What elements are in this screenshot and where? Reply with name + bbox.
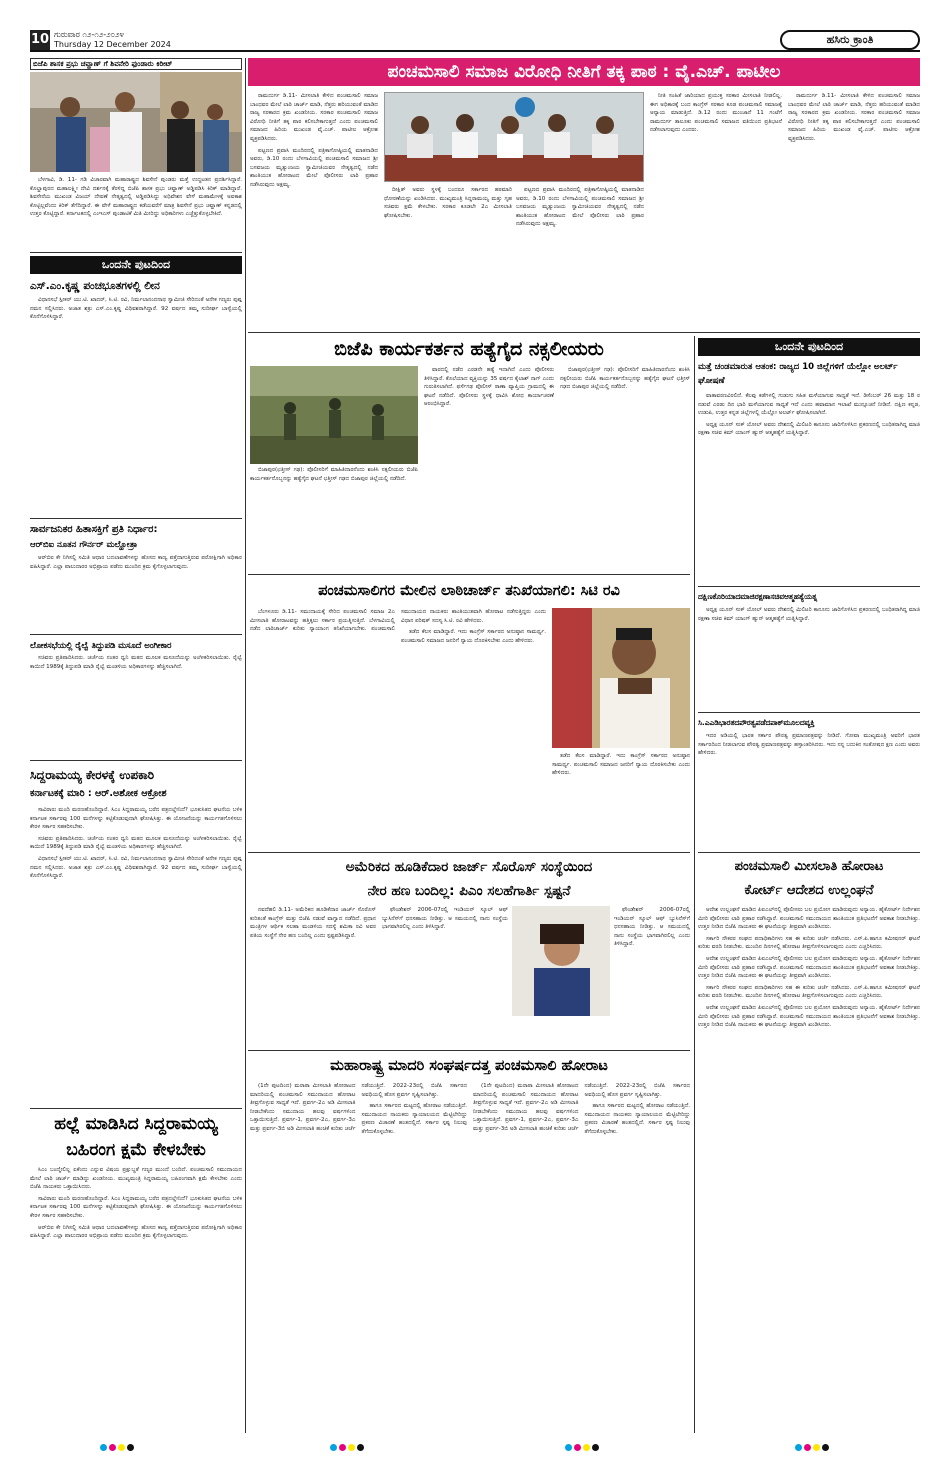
right-s1-head: ಮತ್ತೆ ಚಂಡಮಾರುತ ಆತಂಕ: ರಾಜ್ಯದ 10 ಜಿಲ್ಲೆಗಳಿಗೆ ಯೆಲ್ಲೋ ಅಲರ್ಟ್ ಘೋಷಣೆ — [698, 362, 898, 386]
masthead — [30, 30, 920, 52]
left-s5-body: ಸಿಎಂ ಬಂದ್ಮೇಲಿಲ್ಲ ಏಕೆಂದು ಎನ್ನುವ ವಿಷಯ ಪ್ರಕ್ಷುಬ್ಧತೆ ಗಣ್ಯರ ಮುಂದೆ ಬಂದಿದೆ. ಪಂಚಮಸಾಲಿ ಸಮುದಾಯದ ಮೇಲೆ ಲಾಠಿ ಚಾರ್ಜ್ ಮಾಡಿದ್ದು ಖಂಡನೀಯ. ಮುಖ್ಯಮಂತ್ರಿ ಸಿದ್ದರಾಮಯ್ಯ ಬಹಿರಂಗವಾಗಿ ಕ್ಷಮೆ ಕೇಳಬೇಕು ಎಂದು ಬಿಜೆಪಿ ನಾಯಕರು ಒತ್ತಾಯಿಸಿದರು. ಸಾವಿರಾರು ಮಂದಿ ಮರಣಹೊಂದಿದ್ದಾರೆ. ಸಿಎಂ ಸಿದ್ದರಾಮಯ್ಯ ಬರೆದ ಪತ್ರದಲ್ಲೇನಿದೆ? ಭೂಕುಸಿತದ ಘಟನೆಯ ಬಳಿಕ ಕರ್ನಾಟಕ ಸರ್ಕಾರವು 100 ಮನೆಗಳನ್ನು ಕಟ್ಟಿಕೊಡುವುದಾಗಿ ಘೋಷಿಸಿತ್ತು. ಈ ಯೋಜನೆಯನ್ನು ಕಾರ್ಯಗತಗೊಳಿಸಲು ಕೇರಳ ಸರ್ಕಾರ ಸಹಕರಿಸಬೇಕು. ಆರ್‌ಬಿಐ ಕೇ ನಿಗಿಸಲ್ಲಿ ಸಮಿತಿ ಆಧಾರ ಬದಲಾವಣೆಗಳನ್ನು ಹೊಸದ ಕಾಣ್ವ ಪತ್ತೆದಾಗುತ್ತಿರುವ ಪರೋಕ್ಷಿಗಾಗಿ ಅಧಿಕಾರ ವಹಿಸಿದ್ದಾರೆ. ಎಲ್ಲಾ ಪಾಲುದಾರರ ಅಭಿಪ್ರಾಯ ಪಡೆದು ಮುಂದಿನ ಕ್ರಮ ಕೈಗೊಳ್ಳಲಾಗುವುದು. — [30, 1167, 242, 1240]
left-s2-sub: ಆರ್‌ಬಿಐ ನೂತನ ಗೌರ್ನರ್ ಮಲ್ಹೋತ್ರಾ — [30, 540, 138, 550]
maha-headline-box — [248, 1054, 690, 1078]
lead-headline-banner — [248, 58, 920, 86]
ct-ravi-photo — [552, 608, 690, 748]
left-s2-body: ಆರ್‌ಬಿಐ ಕೇ ನಿಗಿಸಲ್ಲಿ ಸಮಿತಿ ಆಧಾರ ಬದಲಾವಣೆಗಳನ್ನು ಹೊಸದ ಕಾಣ್ವ ಪತ್ತೆದಾಗುತ್ತಿರುವ ಪರೋಕ್ಷಿಗಾಗಿ ಅಧಿಕಾರ ವಹಿಸಿದ್ದಾರೆ. ಎಲ್ಲಾ ಪಾಲುದಾರರ ಅಭಿಪ್ರಾಯ ಪಡೆದು ಮುಂದಿನ ಕ್ರಮ ಕೈಗೊಳ್ಳಲಾಗುವುದು. — [30, 555, 242, 570]
naxal-body: ವಾರದಲ್ಲಿ ನಡೆದ ಎರಡನೇ ಹತ್ಯೆ ಇದಾಗಿದೆ ಎಂದು ಪೊಲೀಸರು ತಿಳಿಸಿದ್ದಾರೆ. ಕೊಲೆಯಾದ ವ್ಯಕ್ತಿಯನ್ನು 35 ವರ್ಷದ ಕೈಲಾಶ್ ನಾಗ್ ಎಂದು ಗುರುತಿಸಲಾಗಿದೆ. ಫರ್ಸೆಗಢ ಪೊಲೀಸ್ ಠಾಣಾ ವ್ಯಾಪ್ತಿಯ ಗ್ರಾಮದಲ್ಲಿ ಈ ಘಟನೆ ನಡೆದಿದೆ. ಪೊಲೀಸರು ಸ್ಥಳಕ್ಕೆ ಧಾವಿಸಿ ಶೋಧ ಕಾರ್ಯಾಚರಣೆ ಆರಂಭಿಸಿದ್ದಾರೆ. ಬಿಜಾಪುರ(ಛತ್ತೀಸ್ ಗಢ): ಪೊಲೀಸರಿಗೆ ಮಾಹಿತಿದಾರನೆಂದು ಶಂಕಿಸಿ ನಕ್ಸಲೀಯರು ಬಿಜೆಪಿ ಕಾರ್ಯಕರ್ತನೊಬ್ಬನನ್ನು ಹತ್ಯೆಗೈದ ಘಟನೆ ಛತ್ತೀಸ್ ಗಢದ ಬಿಜಾಪುರ ಜಿಲ್ಲೆಯಲ್ಲಿ ನಡೆದಿದೆ. — [424, 367, 690, 408]
paper-name: ಹಸಿರು ಕ್ರಾಂತಿ — [780, 30, 920, 50]
magenta-dot — [339, 1444, 346, 1451]
right-s4-body: ಆದೇಶ ಉಲ್ಲಂಘನೆ ಮಾಡಿದ ಪಿಐಎಲ್‌ನಲ್ಲಿ ಪೊಲೀಸರು ಬಲ ಪ್ರಯೋಗ ಮಾಡಿರುವುದು ಅನ್ಯಾಯ. ಹೈಕೋರ್ಟ್ ನಿರ್ದೇಶನ ಮೀರಿ ಪೊಲೀಸರು ಲಾಠಿ ಪ್ರಹಾರ ನಡೆಸಿದ್ದಾರೆ. ಪಂಚಮಸಾಲಿ ಸಮುದಾಯದ ಶಾಂತಿಯುತ ಪ್ರತಿಭಟನೆಗೆ ಅವಕಾಶ ನೀಡಬೇಕಿತ್ತು. ಉತ್ತರ ನೀಡಿದ ಬಿಜೆಪಿ ನಾಯಕರು ಈ ಘಟನೆಯನ್ನು ತೀವ್ರವಾಗಿ ಖಂಡಿಸಿದರು. ಸರ್ಕಾರಿ ನೌಕರರ ಸಂಘದ ಪದಾಧಿಕಾರಿಗಳು ಸಹ ಈ ಕುರಿತು ಚರ್ಚೆ ನಡೆಸಿದರು. ಎಸ್.ಪಿ.ಹಾಗೂ ಕಮೀಷನರ್ ಘಟನೆ ಕುರಿತು ವರದಿ ನೀಡಬೇಕು. ಮುಂದಿನ ದಿನಗಳಲ್ಲಿ ಹೋರಾಟ ತೀವ್ರಗೊಳಿಸಲಾಗುವುದು ಎಂದು ಎಚ್ಚರಿಸಿದರು. ಆದೇಶ ಉಲ್ಲಂಘನೆ ಮಾಡಿದ ಪಿಐಎಲ್‌ನಲ್ಲಿ ಪೊಲೀಸರು ಬಲ ಪ್ರಯೋಗ ಮಾಡಿರುವುದು ಅನ್ಯಾಯ. ಹೈಕೋರ್ಟ್ ನಿರ್ದೇಶನ ಮೀರಿ ಪೊಲೀಸರು ಲಾಠಿ ಪ್ರಹಾರ ನಡೆಸಿದ್ದಾರೆ. ಪಂಚಮಸಾಲಿ ಸಮುದಾಯದ ಶಾಂತಿಯುತ ಪ್ರತಿಭಟನೆಗೆ ಅವಕಾಶ ನೀಡಬೇಕಿತ್ತು. ಉತ್ತರ ನೀಡಿದ ಬಿಜೆಪಿ ನಾಯಕರು ಈ ಘಟನೆಯನ್ನು ತೀವ್ರವಾಗಿ ಖಂಡಿಸಿದರು. ಸರ್ಕಾರಿ ನೌಕರರ ಸಂಘದ ಪದಾಧಿಕಾರಿಗಳು ಸಹ ಈ ಕುರಿತು ಚರ್ಚೆ ನಡೆಸಿದರು. ಎಸ್.ಪಿ.ಹಾಗೂ ಕಮೀಷನರ್ ಘಟನೆ ಕುರಿತು ವರದಿ ನೀಡಬೇಕು. ಮುಂದಿನ ದಿನಗಳಲ್ಲಿ ಹೋರಾಟ ತೀವ್ರಗೊಳಿಸಲಾಗುವುದು ಎಂದು ಎಚ್ಚರಿಸಿದರು. ಆದೇಶ ಉಲ್ಲಂಘನೆ ಮಾಡಿದ ಪಿಐಎಲ್‌ನಲ್ಲಿ ಪೊಲೀಸರು ಬಲ ಪ್ರಯೋಗ ಮಾಡಿರುವುದು ಅನ್ಯಾಯ. ಹೈಕೋರ್ಟ್ ನಿರ್ದೇಶನ ಮೀರಿ ಪೊಲೀಸರು ಲಾಠಿ ಪ್ರಹಾರ ನಡೆಸಿದ್ದಾರೆ. ಪಂಚಮಸಾಲಿ ಸಮುದಾಯದ ಶಾಂತಿಯುತ ಪ್ರತಿಭಟನೆಗೆ ಅವಕಾಶ ನೀಡಬೇಕಿತ್ತು. ಉತ್ತರ ನೀಡಿದ ಬಿಜೆಪಿ ನಾಯಕರು ಈ ಘಟನೆಯನ್ನು ತೀವ್ರವಾಗಿ ಖಂಡಿಸಿದರು. — [698, 907, 920, 1029]
cyan-dot — [565, 1444, 572, 1451]
naxal-photo — [250, 366, 418, 464]
maha-body: (1ನೇ ಪುಟದಿಂದ) ಮರಾಠಾ ಮೀಸಲಾತಿ ಹೋರಾಟದ ಮಾದರಿಯಲ್ಲಿ ಪಂಚಮಸಾಲಿ ಸಮುದಾಯದ ಹೋರಾಟ ತೀವ್ರಗೊಳ್ಳುವ ಸಾಧ್ಯತೆ ಇದೆ. ಪ್ರವರ್ಗ-2ಎ ಅಡಿ ಮೀಸಲಾತಿ ನೀಡಬೇಕೆಂದು ಸಮುದಾಯ ಹಲವು ವರ್ಷಗಳಿಂದ ಒತ್ತಾಯಿಸುತ್ತಿದೆ. ಪ್ರವರ್ಗ-1, ಪ್ರವರ್ಗ-2ಎ, ಪ್ರವರ್ಗ-3ಎ ಮತ್ತು ಪ್ರವರ್ಗ-3ಬಿ ಅಡಿ ಮೀಸಲಾತಿ ಹಂಚಿಕೆ ಕುರಿತು ಚರ್ಚೆ ನಡೆಯುತ್ತಿದೆ. 2022-23ರಲ್ಲಿ ಬಿಜೆಪಿ ಸರ್ಕಾರದ ಅವಧಿಯಲ್ಲಿ ಹೊಸ ಪ್ರವರ್ಗ ಸೃಷ್ಟಿಸಲಾಗಿತ್ತು. ಹಾಗೂ ಸರ್ಕಾರದ ಮಟ್ಟದಲ್ಲಿ ಹೋರಾಟ ನಡೆಯುತ್ತಿದೆ. ಸಮುದಾಯದ ನಾಯಕರು ನ್ಯಾಯಾಲಯದ ಮೆಟ್ಟಿಲೇರಿದ್ದು ಪ್ರಕರಣ ವಿಚಾರಣೆ ಹಂತದಲ್ಲಿದೆ. ಸರ್ಕಾರ ಸ್ಪಷ್ಟ ನಿಲುವು ತೆಗೆದುಕೊಳ್ಳಬೇಕು. (1ನೇ ಪುಟದಿಂದ) ಮರಾಠಾ ಮೀಸಲಾತಿ ಹೋರಾಟದ ಮಾದರಿಯಲ್ಲಿ ಪಂಚಮಸಾಲಿ ಸಮುದಾಯದ ಹೋರಾಟ ತೀವ್ರಗೊಳ್ಳುವ ಸಾಧ್ಯತೆ ಇದೆ. ಪ್ರವರ್ಗ-2ಎ ಅಡಿ ಮೀಸಲಾತಿ ನೀಡಬೇಕೆಂದು ಸಮುದಾಯ ಹಲವು ವರ್ಷಗಳಿಂದ ಒತ್ತಾಯಿಸುತ್ತಿದೆ. ಪ್ರವರ್ಗ-1, ಪ್ರವರ್ಗ-2ಎ, ಪ್ರವರ್ಗ-3ಎ ಮತ್ತು ಪ್ರವರ್ಗ-3ಬಿ ಅಡಿ ಮೀಸಲಾತಿ ಹಂಚಿಕೆ ಕುರಿತು ಚರ್ಚೆ ನಡೆಯುತ್ತಿದೆ. 2022-23ರಲ್ಲಿ ಬಿಜೆಪಿ ಸರ್ಕಾರದ ಅವಧಿಯಲ್ಲಿ ಹೊಸ ಪ್ರವರ್ಗ ಸೃಷ್ಟಿಸಲಾಗಿತ್ತು. ಹಾಗೂ ಸರ್ಕಾರದ ಮಟ್ಟದಲ್ಲಿ ಹೋರಾಟ ನಡೆಯುತ್ತಿದೆ. ಸಮುದಾಯದ ನಾಯಕರು ನ್ಯಾಯಾಲಯದ ಮೆಟ್ಟಿಲೇರಿದ್ದು ಪ್ರಕರಣ ವಿಚಾರಣೆ ಹಂತದಲ್ಲಿದೆ. ಸರ್ಕಾರ ಸ್ಪಷ್ಟ ನಿಲುವು ತೆಗೆದುಕೊಳ್ಳಬೇಕು. — [250, 1083, 690, 1135]
naxal-headline: ಬಿಜೆಪಿ ಕಾರ್ಯಕರ್ತನ ಹತ್ಯೆಗೈದ ನಕ್ಸಲೀಯರು — [334, 338, 604, 360]
date-english: Thursday 12 December 2024 — [54, 40, 171, 49]
magenta-dot — [574, 1444, 581, 1451]
maha-headline: ಮಹಾರಾಷ್ಟ್ರ ಮಾದರಿ ಸಂಘರ್ಷದತ್ತ ಪಂಚಮಸಾಲಿ ಹೋರಾಟ — [330, 1058, 608, 1074]
left-s5-head1: ಹಲ್ಲೆ ಮಾಡಿಸಿದ ಸಿದ್ದರಾಮಯ್ಯ — [54, 1114, 218, 1134]
lathi-headline-box — [248, 578, 690, 604]
cmyk-marks-3 — [565, 1444, 599, 1451]
right-s3-body: ಇದರ ಅಡಿಯಲ್ಲಿ ಭಾರತ ಸರ್ಕಾರ ಪೌರತ್ವ ಪ್ರಮಾಣಪತ್ರವನ್ನು ನೀಡಿದೆ. ಗೋವಾ ಮುಖ್ಯಮಂತ್ರಿ ಅವರಿಗೆ ಭಾರತ ಸರ್ಕಾರದಿಂದ ನೀಡಲಾಗುವ ಪೌರತ್ವ ಪ್ರಮಾಣಪತ್ರವನ್ನು ಹಸ್ತಾಂತರಿಸಿದರು. ಇದು ನನ್ನ ಬದುಕಿನ ಸಂತೋಷದ ಕ್ಷಣ ಎಂದು ಅವರು ಹೇಳಿದರು. — [698, 733, 920, 757]
cyan-dot — [100, 1444, 107, 1451]
right-s2-head: ದಕ್ಷಿಣಕೊರಿಯಾದಮಾಜಿರಕ್ಷಣಾಸಚಿವಆತ್ಮಹತ್ಯೆಯತ್ನ — [698, 592, 817, 601]
left-s4-head2: ಕರ್ನಾಟಕಕ್ಕೆ ಮಾರಿ : ಆರ್.ಅಶೋಕ ಆಕ್ರೋಶ — [30, 788, 167, 799]
protest-photo — [30, 72, 242, 172]
lead-headline: ಪಂಚಮಸಾಲಿ ಸಮಾಜ ವಿರೋಧಿ ನೀತಿಗೆ ತಕ್ಕ ಪಾಠ : ವೈ.ಎಚ್. ಪಾಟೀಲ — [387, 62, 781, 82]
right-s1-body: ವಾತಾವರಣವಿರಲಿದೆ. ಕೆಲವು ಕಡೆಗಳಲ್ಲಿ ಗುಡುಗು ಸಹಿತ ಮಳೆಯಾಗುವ ಸಾಧ್ಯತೆ ಇದೆ. ಡಿಸೆಂಬರ್ 26 ಮತ್ತು 18 ರ ನಡುವೆ ಎರಡು ದಿನ ಭಾರಿ ಮಳೆಯಾಗುವ ಸಾಧ್ಯತೆ ಇದೆ ಎಂದು ಹವಾಮಾನ ಇಲಾಖೆ ಮುನ್ಸೂಚನೆ ನೀಡಿದೆ. ದಕ್ಷಿಣ ಕನ್ನಡ, ಉಡುಪಿ, ಉತ್ತರ ಕನ್ನಡ ಜಿಲ್ಲೆಗಳಲ್ಲಿ ಯೆಲ್ಲೋ ಅಲರ್ಟ್ ಘೋಷಿಸಲಾಗಿದೆ. ಅಧ್ಯಕ್ಷ ಯೂನ್ ಸುಕ್ ಯೋಲ್ ಅವರು ದೇಶದಲ್ಲಿ ಮಿಲಿಟರಿ ಕಾನೂನು ಜಾರಿಗೊಳಿಸಿದ ಪ್ರಕರಣದಲ್ಲಿ ಬಂಧಿತರಾಗಿದ್ದ ಮಾಜಿ ರಕ್ಷಣಾ ಸಚಿವ ಕಿಮ್ ಯಾಂಗ್ ಹ್ಯುನ್ ಆತ್ಮಹತ್ಯೆಗೆ ಯತ್ನಿಸಿದ್ದಾರೆ. — [698, 393, 920, 437]
yellow-dot — [348, 1444, 355, 1451]
left-s2-head: ಸಾರ್ವಜನಿಕರ ಹಿತಾಸಕ್ತಿಗೆ ಪ್ರತಿ ನಿರ್ಧಾರ: — [30, 524, 158, 535]
right-section-tag: ಒಂದನೇ ಪುಟದಿಂದ — [698, 338, 920, 356]
soros-body: ನವದೆಹಲಿ ಡಿ.11- ಅಮೆರಿಕದ ಹೂಡಿಕೆದಾರ ಜಾರ್ಜ್ ಸೊರೊಸ್ ಕುರಿತಂತೆ ಕಾಂಗ್ರೆಸ್ ಮತ್ತು ಬಿಜೆಪಿ ನಡುವೆ ವಾಗ್ವಾದ ನಡೆದಿದೆ. ಪ್ರಧಾನ ಮಂತ್ರಿಗಳ ಆರ್ಥಿಕ ಸಲಹಾ ಮಂಡಳಿಯ ಸದಸ್ಯೆ ಶಮಿಕಾ ರವಿ ಅವರ ಪತಿಯ ಸಂಸ್ಥೆಗೆ ನೇರ ಹಣ ಬಂದಿಲ್ಲ ಎಂದು ಸ್ಪಷ್ಟಪಡಿಸಿದ್ದಾರೆ. ಫೌಂಡೇಶನ್ 2006-07ರಲ್ಲಿ ಇಂಡಿಯನ್ ಸ್ಕೂಲ್ ಆಫ್ ಬ್ಯುಸಿನೆಸ್‌ಗೆ ಧನಸಹಾಯ ನೀಡಿತ್ತು. ಆ ಸಮಯದಲ್ಲಿ ನಾನು ಸಂಸ್ಥೆಯ ಭಾಗವಾಗಿರಲಿಲ್ಲ ಎಂದು ತಿಳಿಸಿದ್ದಾರೆ. — [250, 907, 508, 939]
photo-caption-head-box — [30, 58, 242, 70]
right-s4-head1: ಪಂಚಮಸಾಲಿ ಮೀಸಲಾತಿ ಹೋರಾಟ — [734, 859, 884, 874]
lead-col-3: ದೀಕ್ಷಿತ್ ಅವರು ಸ್ಥಳಕ್ಕೆ ಬಂದರೂ ಸರ್ಕಾರದ ಹಠಮಾರಿ ಧೋರಣೆಯನ್ನು ಖಂಡಿಸಿದರು. ಮುಖ್ಯಮಂತ್ರಿ ಸಿದ್ದರಾಮಯ್ಯ ಮತ್ತು ಗೃಹ ಸಚಿವರು ಕ್ಷಮೆ ಕೇಳಬೇಕು. ಸರಕಾರ ಕೂಡಲೇ 2ಎ ಮೀಸಲಾತಿ ಘೋಷಿಸಬೇಕು. — [384, 187, 512, 219]
cmyk-marks-2 — [330, 1444, 364, 1451]
soros-side: ಫೌಂಡೇಶನ್ 2006-07ರಲ್ಲಿ ಇಂಡಿಯನ್ ಸ್ಕೂಲ್ ಆಫ್ ಬ್ಯುಸಿನೆಸ್‌ಗೆ ಧನಸಹಾಯ ನೀಡಿತ್ತು. ಆ ಸಮಯದಲ್ಲಿ ನಾನು ಸಂಸ್ಥೆಯ ಭಾಗವಾಗಿರಲಿಲ್ಲ ಎಂದು ತಿಳಿಸಿದ್ದಾರೆ. — [614, 907, 690, 948]
black-dot — [592, 1444, 599, 1451]
magenta-dot — [109, 1444, 116, 1451]
soros-headline1-box — [248, 856, 690, 878]
left-s4-body: ಸಾವಿರಾರು ಮಂದಿ ಮರಣಹೊಂದಿದ್ದಾರೆ. ಸಿಎಂ ಸಿದ್ದರಾಮಯ್ಯ ಬರೆದ ಪತ್ರದಲ್ಲೇನಿದೆ? ಭೂಕುಸಿತದ ಘಟನೆಯ ಬಳಿಕ ಕರ್ನಾಟಕ ಸರ್ಕಾರವು 100 ಮನೆಗಳನ್ನು ಕಟ್ಟಿಕೊಡುವುದಾಗಿ ಘೋಷಿಸಿತ್ತು. ಈ ಯೋಜನೆಯನ್ನು ಕಾರ್ಯಗತಗೊಳಿಸಲು ಕೇರಳ ಸರ್ಕಾರ ಸಹಕರಿಸಬೇಕು. ಸಚಿವರು ಪ್ರತಿಪಾದಿಸಿದರು. ಚರ್ಚೆಯ ನಂತರ ಧ್ವನಿ ಮತದ ಮೂಲಕ ಮಸೂದೆಯನ್ನು ಅಂಗೀಕರಿಸಲಾಯಿತು. ರೈಲ್ವೆ ಕಾಯಿದೆ 1989ಕ್ಕೆ ತಿದ್ದುಪಡಿ ಮಾಡಿ ರೈಲ್ವೆ ಮಂಡಳಿಯ ಅಧಿಕಾರಗಳನ್ನು ಹೆಚ್ಚಿಸಲಾಗಿದೆ. ವಿಧಾನಸಭೆ ಸ್ಪೀಕರ್ ಯು.ಟಿ. ಖಾದರ್, ಸಿ.ಟಿ. ರವಿ, ನಿರ್ಮಲಾನಂದನಾಥ ಸ್ವಾಮೀಜಿ ಸೇರಿದಂತೆ ಅನೇಕ ಗಣ್ಯರು ಪುಷ್ಪ ನಮನ ಸಲ್ಲಿಸಿದರು. ಅಜಾತ ಶತ್ರು ಎಸ್.ಎಂ.ಕೃಷ್ಣ ವಿಧಿವಶರಾಗಿದ್ದಾರೆ. 92 ವರ್ಷದ ತಮ್ಮ ಸುದೀರ್ಘ ಬಾಳ್ವೆಯಲ್ಲಿ ಕೊನೆಗೊಳಿಸಿದ್ದಾರೆ. — [30, 807, 242, 880]
naxal-headline-box — [248, 336, 690, 362]
black-dot — [822, 1444, 829, 1451]
lathi-headline: ಪಂಚಮಸಾಲಿಗರ ಮೇಲಿನ ಲಾಠಿಚಾರ್ಜ್ ತನಿಖೆಯಾಗಲಿ: ಸಿಟಿ ರವಿ — [318, 583, 620, 599]
cmyk-marks-4 — [795, 1444, 829, 1451]
cyan-dot — [795, 1444, 802, 1451]
photo-caption-head: ಬಿಜೆಪಿ ಶಾಸಕ ಪ್ರಭು ಚವ್ಹಾಣ್ ಗೆ ಶಿವನೇರಿ ಫುಂಡಾರು ಕಿರೀಟ್ — [33, 59, 173, 68]
shamika-photo — [512, 906, 610, 1016]
lathi-body: ಬೆಂಗಳೂರು ಡಿ.11- ಸಮುದಾಯಕ್ಕೆ ಸೇರಿದ ಪಂಚಮಸಾಲಿ ಸಮಾಜ 2ಎ ಮೀಸಲಾತಿ ಹೋರಾಟವನ್ನು ಹತ್ತಿಕ್ಕಲು ಸರ್ಕಾರ ಪ್ರಯತ್ನಿಸುತ್ತಿದೆ. ಬೆಳಗಾವಿಯಲ್ಲಿ ನಡೆದ ಲಾಠಿಚಾರ್ಜ್ ಕುರಿತು ನ್ಯಾಯಾಂಗ ತನಿಖೆಯಾಗಬೇಕು. ಪಂಚಮಸಾಲಿ ಸಮುದಾಯದ ನಾಯಕರು ಶಾಂತಿಯುತವಾಗಿ ಹೋರಾಟ ನಡೆಸುತ್ತಿದ್ದರು ಎಂದು ವಿಧಾನ ಪರಿಷತ್ ಸದಸ್ಯ ಸಿ.ಟಿ. ರವಿ ಹೇಳಿದರು. ತಡೆದ ಕೆಲಸ ಮಾಡಿದ್ದಾರೆ. ಇದು ಕಾಂಗ್ರೆಸ್ ಸರ್ಕಾರದ ಅನುಷ್ಠಾನ ಸಾಮರ್ಥ್ಯ. ಪಂಚಮಸಾಲಿ ಸಮಾಜದ ಜನರಿಗೆ ನ್ಯಾಯ ದೊರಕಿಸಬೇಕು ಎಂದು ಹೇಳಿದರು. — [250, 609, 546, 644]
right-s2-body: ಅಧ್ಯಕ್ಷ ಯೂನ್ ಸುಕ್ ಯೋಲ್ ಅವರು ದೇಶದಲ್ಲಿ ಮಿಲಿಟರಿ ಕಾನೂನು ಜಾರಿಗೊಳಿಸಿದ ಪ್ರಕರಣದಲ್ಲಿ ಬಂಧಿತರಾಗಿದ್ದ ಮಾಜಿ ರಕ್ಷಣಾ ಸಚಿವ ಕಿಮ್ ಯಾಂಗ್ ಹ್ಯುನ್ ಆತ್ಮಹತ್ಯೆಗೆ ಯತ್ನಿಸಿದ್ದಾರೆ. — [698, 607, 920, 622]
black-dot — [357, 1444, 364, 1451]
left-s1-body: ವಿಧಾನಸಭೆ ಸ್ಪೀಕರ್ ಯು.ಟಿ. ಖಾದರ್, ಸಿ.ಟಿ. ರವಿ, ನಿರ್ಮಲಾನಂದನಾಥ ಸ್ವಾಮೀಜಿ ಸೇರಿದಂತೆ ಅನೇಕ ಗಣ್ಯರು ಪುಷ್ಪ ನಮನ ಸಲ್ಲಿಸಿದರು. ಅಜಾತ ಶತ್ರು ಎಸ್.ಎಂ.ಕೃಷ್ಣ ವಿಧಿವಶರಾಗಿದ್ದಾರೆ. 92 ವರ್ಷದ ತಮ್ಮ ಸುದೀರ್ಘ ಬಾಳ್ವೆಯಲ್ಲಿ ಕೊನೆಗೊಳಿಸಿದ್ದಾರೆ. — [30, 297, 242, 321]
cyan-dot — [330, 1444, 337, 1451]
left-s4-head1: ಸಿದ್ದರಾಮಯ್ಯ ಕೇರಳಕ್ಕೆ ಉಪಕಾರಿ — [30, 768, 155, 782]
left-s3-body: ಸಚಿವರು ಪ್ರತಿಪಾದಿಸಿದರು. ಚರ್ಚೆಯ ನಂತರ ಧ್ವನಿ ಮತದ ಮೂಲಕ ಮಸೂದೆಯನ್ನು ಅಂಗೀಕರಿಸಲಾಯಿತು. ರೈಲ್ವೆ ಕಾಯಿದೆ 1989ಕ್ಕೆ ತಿದ್ದುಪಡಿ ಮಾಡಿ ರೈಲ್ವೆ ಮಂಡಳಿಯ ಅಧಿಕಾರಗಳನ್ನು ಹೆಚ್ಚಿಸಲಾಗಿದೆ. — [30, 655, 242, 670]
date-kannada: ಗುರುವಾರ ೧೨-೧೨-೨೦೨೪ — [54, 30, 124, 39]
black-dot — [127, 1444, 134, 1451]
left-s5-head2: ಬಹಿರಂಗ ಕ್ಷಮೆ ಕೇಳಬೇಕು — [66, 1140, 206, 1160]
left-s3-head: ಲೋಕಸಭೆಯಲ್ಲಿ ರೈಲ್ವೆ ತಿದ್ದುಪಡಿ ಮಸೂದೆ ಅಂಗೀಕಾರ — [30, 640, 172, 650]
left-s1-head: ಎಸ್.ಎಂ.ಕೃಷ್ಣ ಪಂಚಭೂತಗಳಲ್ಲಿ ಲೀನ — [30, 280, 160, 292]
soros-headline1: ಅಮೆರಿಕದ ಹೂಡಿಕೆದಾರ ಜಾರ್ಜ್ ಸೊರೊಸ್ ಸಂಸ್ಥೆಯಿಂದ — [345, 859, 593, 875]
yellow-dot — [118, 1444, 125, 1451]
cmyk-marks-1 — [100, 1444, 134, 1451]
right-s3-head: ಸಿ.ಎಎಡಿಭಾರತದಪೌರತ್ವಪಡೆದಪಾಕ್‌ಮೂಲದವ್ಯಕ್ತಿ — [698, 718, 815, 727]
right-s4-head2: ಕೋರ್ಟ್ ಆದೇಶದ ಉಲ್ಲಂಘನೆ — [744, 883, 874, 898]
soros-headline2: ನೇರ ಹಣ ಬಂದಿಲ್ಲ: ಪಿಎಂ ಸಲಹೆಗಾರ್ತಿ ಸ್ಪಷ್ಟನೆ — [367, 883, 571, 899]
lathi-side: ತಡೆದ ಕೆಲಸ ಮಾಡಿದ್ದಾರೆ. ಇದು ಕಾಂಗ್ರೆಸ್ ಸರ್ಕಾರದ ಅನುಷ್ಠಾನ ಸಾಮರ್ಥ್ಯ. ಪಂಚಮಸಾಲಿ ಸಮಾಜದ ಜನರಿಗೆ ನ್ಯಾಯ ದೊರಕಿಸಬೇಕು ಎಂದು ಹೇಳಿದರು. — [552, 753, 690, 777]
yellow-dot — [813, 1444, 820, 1451]
magenta-dot — [804, 1444, 811, 1451]
left-section-tag: ಒಂದನೇ ಪುಟದಿಂದ — [30, 256, 242, 274]
lead-col-4: ನೀತಿ ಸಂಹಿತೆ ಜಾರಿಯಾದ ಪ್ರಯುಕ್ತ ಸರಕಾರ ಮೀಸಲಾತಿ ನೀಡಲಿಲ್ಲ. ಈಗ ಅಧಿಕಾರಕ್ಕೆ ಬಂದ ಕಾಂಗ್ರೆಸ್ ಸರಕಾರ ಕೂಡ ಪಂಚಮಸಾಲಿ ಸಮಾಜಕ್ಕೆ ಅನ್ಯಾಯ ಮಾಡುತ್ತಿದೆ. ಡಿ.12 ರಂದು ಮುಂಜಾನೆ 11 ಗಂಟೆಗೆ ರಾಮದುರ್ಗ ತಾಲೂಕು ಪಂಚಮಸಾಲಿ ಸಮಾಜದ ವತಿಯಿಂದ ಪ್ರತಿಭಟನೆ ನಡೆಸಲಾಗುವುದು ಎಂದರು. ರಾಮದುರ್ಗ ಡಿ.11- ಮೀಸಲಾತಿ ಕೇಳಿದ ಪಂಚಮಸಾಲಿ ಸಮಾಜ ಬಾಂಧವರ ಮೇಲೆ ಲಾಠಿ ಚಾರ್ಜ್ ಮಾಡಿ, ನೆತ್ತರು ಹರಿಯುವಂತೆ ಮಾಡಿದ ರಾಜ್ಯ ಸರಕಾರದ ಕ್ರಮ ಖಂಡನೀಯ. ಸರಕಾರ ಪಂಚಮಸಾಲಿ ಸಮಾಜ ವಿರೋಧಿ ನೀತಿಗೆ ತಕ್ಕ ಪಾಠ ಕಲಿಸಬೇಕಾಗುತ್ತದೆ ಎಂದು ಪಂಚಮಸಾಲಿ ಸಮಾಜದ ಹಿರಿಯ ಮುಖಂಡ ವೈ.ಎಚ್. ಪಾಟೀಲ ಆಕ್ರೋಶ ವ್ಯಕ್ತಪಡಿಸಿದರು. — [650, 93, 920, 142]
soros-headline2-box — [248, 880, 690, 902]
press-meet-photo — [384, 92, 644, 182]
naxal-photo-caption: ಬಿಜಾಪುರ(ಛತ್ತೀಸ್ ಗಢ): ಪೊಲೀಸರಿಗೆ ಮಾಹಿತಿದಾರನೆಂದು ಶಂಕಿಸಿ ನಕ್ಸಲೀಯರು ಬಿಜೆಪಿ ಕಾರ್ಯಕರ್ತನೊಬ್ಬನನ್ನು ಹತ್ಯೆಗೈದ ಘಟನೆ ಛತ್ತೀಸ್ ಗಢದ ಬಿಜಾಪುರ ಜಿಲ್ಲೆಯಲ್ಲಿ ನಡೆದಿದೆ. — [250, 467, 418, 482]
yellow-dot — [583, 1444, 590, 1451]
top-left-body: ಬೆಳಗಾವಿ, ಡಿ. 11- ಗಡಿ ವಿಚಾರವಾಗಿ ಮಹಾರಾಷ್ಟ್ರದ ಶಿವಸೇನೆ ಪುಂಡರು ಮತ್ತೆ ಉದ್ಧಟತನ ಪ್ರದರ್ಶಿಸಿದ್ದಾರೆ. ಕೊಲ್ಹಾಪುರದ ಮಹಾಲಕ್ಷ್ಮೀ ದೇವಿ ದರ್ಶನಕ್ಕೆ ತೆರಳಿದ್ದ ಬಿಜೆಪಿ ಶಾಸಕ ಪ್ರಭು ಚವ್ಹಾಣ್ ಅಡ್ಡಿಪಡಿಸಿ ಕಿರಿಕ್ ಮಾಡಿದ್ದಾರೆ. ಶಿವಸೇನೆಯ ಮುಖಂಡ ವಿಜಯ್ ದೇವಣೆ ನೇತೃತ್ವದಲ್ಲಿ ಅಡ್ಡಿಪಡಿಸಿದ್ದು ಅಧಿವೇಶನ ವೇಳೆ ಮಹಾಮೇಳಕ್ಕೆ ಅವಕಾಶ ಕೊಟ್ಟಿಲ್ಲವೆಂದು ಕಿರಿಕ್ ತೆಗೆದಿದ್ದಾರೆ. ಈ ವೇಳೆ ಮಹಾರಾಷ್ಟ್ರದ ಕಡೆಯವರೆಗೆ ಮಾತ್ರ ಶಿವಸೇನೆ ಪ್ರಭು ಚವ್ಹಾಣ್ ಕನ್ನಡದಲ್ಲಿ ಉತ್ತರ ಕೊಟ್ಟಿದ್ದಾರೆ. ಕರ್ನಾಟಕದಲ್ಲಿ ಎಂಇಎಸ್ ಪುಂಡಾಟಿಕೆ ಮಿತಿ ಮೀರಿದ್ದು ಅಧಿಕಾರಿಗಳು ಎಚ್ಚೆತ್ತುಕೊಳ್ಳಬೇಕಿದೆ. — [30, 177, 242, 218]
lead-col-1: ರಾಮದುರ್ಗ ಡಿ.11- ಮೀಸಲಾತಿ ಕೇಳಿದ ಪಂಚಮಸಾಲಿ ಸಮಾಜ ಬಾಂಧವರ ಮೇಲೆ ಲಾಠಿ ಚಾರ್ಜ್ ಮಾಡಿ, ನೆತ್ತರು ಹರಿಯುವಂತೆ ಮಾಡಿದ ರಾಜ್ಯ ಸರಕಾರದ ಕ್ರಮ ಖಂಡನೀಯ. ಸರಕಾರ ಪಂಚಮಸಾಲಿ ಸಮಾಜ ವಿರೋಧಿ ನೀತಿಗೆ ತಕ್ಕ ಪಾಠ ಕಲಿಸಬೇಕಾಗುತ್ತದೆ ಎಂದು ಪಂಚಮಸಾಲಿ ಸಮಾಜದ ಹಿರಿಯ ಮುಖಂಡ ವೈ.ಎಚ್. ಪಾಟೀಲ ಆಕ್ರೋಶ ವ್ಯಕ್ತಪಡಿಸಿದರು. ಪಟ್ಟಣದ ಪ್ರವಾಸಿ ಮಂದಿರದಲ್ಲಿ ಪತ್ರಿಕಾಗೋಷ್ಠಿಯಲ್ಲಿ ಮಾತನಾಡಿದ ಅವರು, ಡಿ.10 ರಂದು ಬೆಳಗಾವಿಯಲ್ಲಿ ಪಂಚಮಸಾಲಿ ಸಮಾಜದ ಶ್ರೀ ಬಸವಜಯ ಮೃತ್ಯುಂಜಯ ಸ್ವಾಮೀಜಿಯವರ ನೇತೃತ್ವದಲ್ಲಿ ನಡೆದ ಶಾಂತಿಯುತ ಹೋರಾಟದ ಮೇಲೆ ಪೊಲೀಸರು ಲಾಠಿ ಪ್ರಹಾರ ನಡೆಸಿರುವುದು ಅಕ್ಷಮ್ಯ. — [250, 93, 378, 188]
page-number: 10 — [30, 30, 50, 50]
lead-col-3b: ಪಟ್ಟಣದ ಪ್ರವಾಸಿ ಮಂದಿರದಲ್ಲಿ ಪತ್ರಿಕಾಗೋಷ್ಠಿಯಲ್ಲಿ ಮಾತನಾಡಿದ ಅವರು, ಡಿ.10 ರಂದು ಬೆಳಗಾವಿಯಲ್ಲಿ ಪಂಚಮಸಾಲಿ ಸಮಾಜದ ಶ್ರೀ ಬಸವಜಯ ಮೃತ್ಯುಂಜಯ ಸ್ವಾಮೀಜಿಯವರ ನೇತೃತ್ವದಲ್ಲಿ ನಡೆದ ಶಾಂತಿಯುತ ಹೋರಾಟದ ಮೇಲೆ ಪೊಲೀಸರು ಲಾಠಿ ಪ್ರಹಾರ ನಡೆಸಿರುವುದು ಅಕ್ಷಮ್ಯ. — [516, 187, 644, 228]
